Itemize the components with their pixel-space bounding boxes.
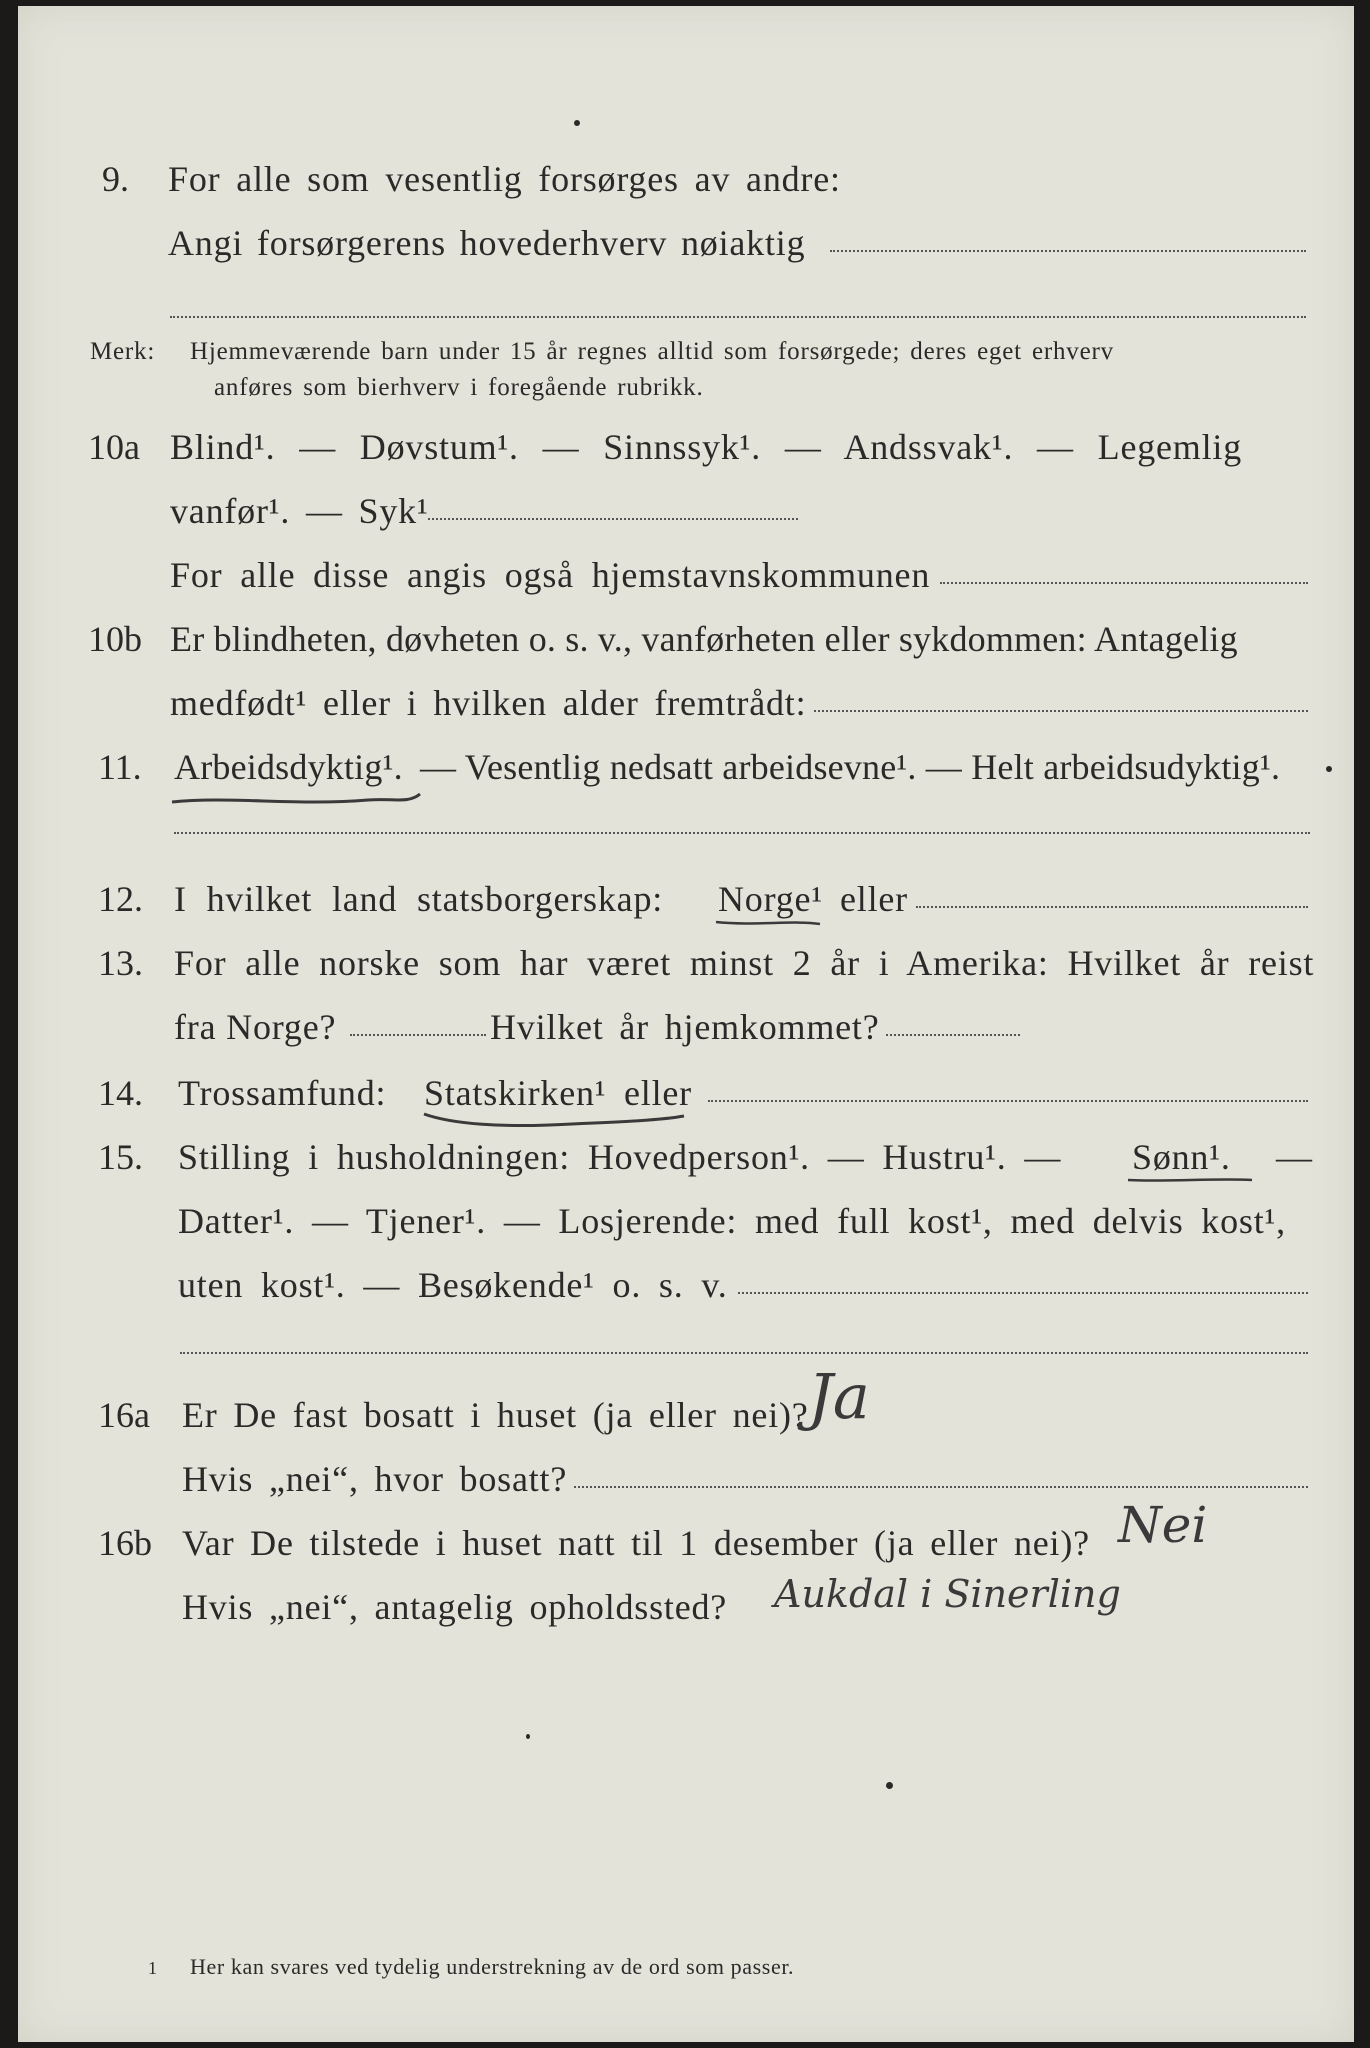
q13-answer-line-b	[886, 1034, 1020, 1036]
q9-line1: For alle som vesentlig forsørges av andre:	[168, 159, 841, 199]
q9-answer-line-2	[170, 316, 1306, 318]
q14-option-statskirken: Statskirken¹	[424, 1073, 607, 1113]
ink-speck	[526, 1734, 530, 1739]
q10a-number: 10a	[88, 427, 140, 467]
q11-handwritten-underline	[168, 784, 428, 814]
q13-answer-line-a	[350, 1034, 486, 1036]
q12-answer-line	[916, 906, 1308, 908]
q14-prefix: Trossamfund:	[178, 1073, 387, 1113]
q9-answer-line	[830, 250, 1306, 252]
q11-answer-line	[174, 832, 1310, 834]
q14-answer-line	[708, 1100, 1308, 1102]
q13-line2b: Hvilket år hjemkommet?	[490, 1007, 880, 1047]
q16b-handwritten-location: Aukdal i Sinerling	[774, 1572, 1121, 1616]
q10a-line1: Blind¹. — Døvstum¹. — Sinnssyk¹. — Andssvak¹. — Legemlig	[170, 427, 1243, 467]
q12-suffix: eller	[840, 879, 908, 919]
q10a-line3: For alle disse angis også hjemstavnskommunen	[170, 555, 931, 595]
merk-line1: Hjemmeværende barn under 15 år regnes alltid som forsørgede; deres eget erhverv	[190, 338, 1114, 365]
q16b-line2: Hvis „nei“, antagelig opholdssted?	[182, 1587, 728, 1627]
q13-line1: For alle norske som har været minst 2 år i Amerika: Hvilket år reist	[174, 943, 1315, 983]
q11-rest: — Vesentlig nedsatt arbeidsevne¹. — Helt arbeidsudyktig¹.	[420, 747, 1281, 787]
q12-prefix: I hvilket land statsborgerskap:	[174, 879, 664, 919]
q9-line2: Angi forsørgerens hovederhverv nøiaktig	[168, 223, 806, 263]
q16b-line1: Var De tilstede i huset natt til 1 desember (ja eller nei)?	[182, 1523, 1090, 1563]
q12-option-norge: Norge¹	[718, 879, 823, 919]
q12-number: 12.	[98, 879, 143, 919]
q16b-handwritten-answer: Nei	[1118, 1496, 1208, 1554]
q11-option-arbeidsdyktig: Arbeidsdyktig¹.	[174, 747, 403, 787]
q16a-number: 16a	[98, 1395, 150, 1435]
q15-answer-line-2	[180, 1352, 1308, 1354]
q11-number: 11.	[98, 747, 142, 787]
q10b-line1: Er blindheten, døvheten o. s. v., vanførheten eller sykdommen: Antagelig	[170, 619, 1238, 659]
q14-suffix: eller	[624, 1073, 692, 1113]
q10a-line2: vanfør¹. — Syk¹	[170, 491, 429, 531]
ink-speck	[886, 1782, 893, 1789]
q16b-number: 16b	[98, 1523, 152, 1563]
q15-option-sonn: Sønn¹.	[1132, 1137, 1231, 1177]
q13-number: 13.	[98, 943, 143, 983]
q12-handwritten-underline	[714, 916, 824, 932]
q15-line1a: Stilling i husholdningen: Hovedperson¹. — Hustru¹. —	[178, 1137, 1062, 1177]
q16a-line1: Er De fast bosatt i huset (ja eller nei)?	[182, 1395, 809, 1435]
q9-number: 9.	[102, 159, 129, 199]
q13-line2a: fra Norge?	[174, 1007, 337, 1047]
census-form-page	[18, 6, 1354, 2042]
q10b-number: 10b	[88, 619, 142, 659]
q14-number: 14.	[98, 1073, 143, 1113]
q16a-line2: Hvis „nei“, hvor bosatt?	[182, 1459, 568, 1499]
q15-answer-line	[738, 1292, 1308, 1294]
q10b-line2: medfødt¹ eller i hvilken alder fremtrådt:	[170, 683, 807, 723]
merk-line2: anføres som bierhverv i foregående rubrikk.	[214, 374, 704, 401]
q16a-handwritten-answer: Ja	[808, 1360, 870, 1433]
ink-speck	[574, 120, 580, 126]
q15-line3: uten kost¹. — Besøkende¹ o. s. v.	[178, 1265, 728, 1305]
q10a-answer-line	[428, 518, 798, 520]
q15-handwritten-underline	[1126, 1174, 1256, 1188]
footnote-mark: 1	[148, 1958, 158, 1978]
merk-label: Merk:	[90, 338, 156, 365]
q16a-answer-line	[574, 1486, 1308, 1488]
q10b-answer-line	[814, 710, 1308, 712]
q14-handwritten-underline	[422, 1110, 692, 1136]
ink-speck	[1326, 766, 1332, 772]
footnote-text: Her kan svares ved tydelig understrekning av de ord som passer.	[190, 1954, 795, 1979]
q10a-answer-line-2	[940, 582, 1308, 584]
q15-number: 15.	[98, 1137, 143, 1177]
q15-line1b: —	[1276, 1137, 1313, 1177]
q15-line2: Datter¹. — Tjener¹. — Losjerende: med full kost¹, med delvis kost¹,	[178, 1201, 1286, 1241]
